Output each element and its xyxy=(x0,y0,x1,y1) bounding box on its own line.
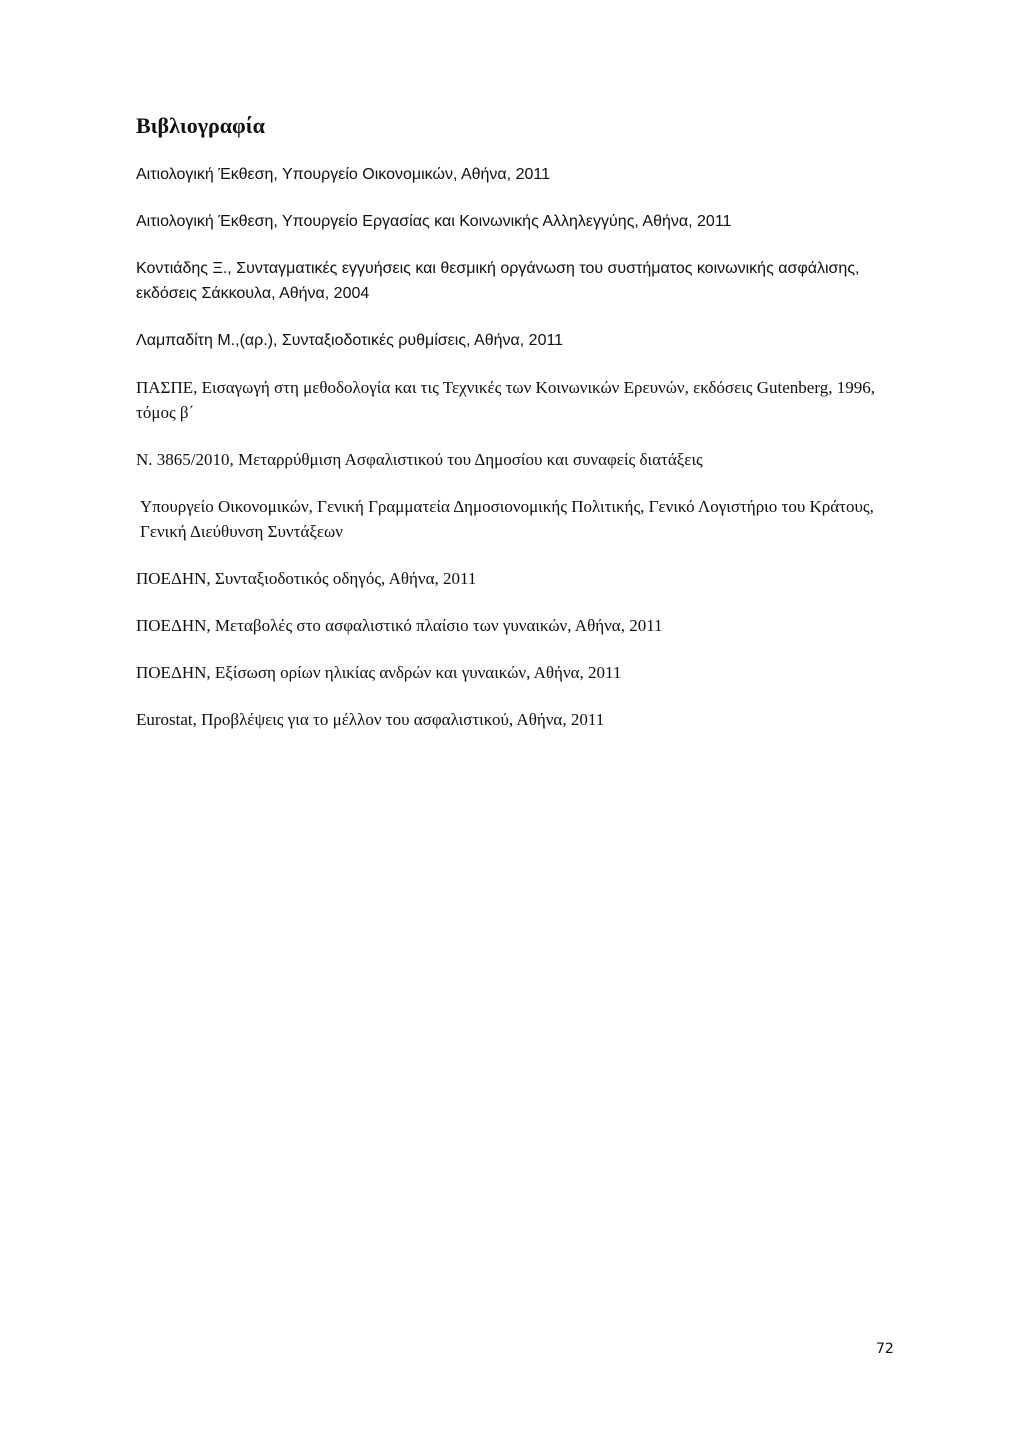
reference-item: Αιτιολογική Έκθεση, Υπουργείο Οικονομικών, Αθήνα, 2011 xyxy=(136,166,550,183)
section-heading: Βιβλιογραφία xyxy=(136,113,265,138)
reference-item: Αιτιολογική Έκθεση, Υπουργείο Εργασίας και Κοινωνικής Αλληλεγγύης, Αθήνα, 2011 xyxy=(136,213,732,230)
reference-item: ΠΟΕΔΗΝ, Μεταβολές στο ασφαλιστικό πλαίσιο των γυναικών, Αθήνα, 2011 xyxy=(136,616,663,635)
reference-item: Υπουργείο Οικονομικών, Γενική Γραμματεία Δημοσιονομικής Πολιτικής, Γενικό Λογιστήριο του Κράτους, Γενική Διεύθυνση Συντάξεων xyxy=(140,497,874,541)
bibliography-section xyxy=(136,112,896,754)
page-number: 72 xyxy=(876,1341,894,1357)
reference-item: ΠΟΕΔΗΝ, Εξίσωση ορίων ηλικίας ανδρών και γυναικών, Αθήνα, 2011 xyxy=(136,663,622,682)
reference-item: Eurostat, Προβλέψεις για το μέλλον του ασφαλιστικού, Αθήνα, 2011 xyxy=(136,710,605,729)
reference-item: Λαμπαδίτη Μ.,(αρ.), Συνταξιοδοτικές ρυθμίσεις, Αθήνα, 2011 xyxy=(136,332,564,349)
reference-item: ΠΑΣΠΕ, Εισαγωγή στη μεθοδολογία και τις Τεχνικές των Κοινωνικών Ερευνών, εκδόσεις Gutenberg, 1996, τόμος β΄ xyxy=(136,378,875,422)
reference-item: Κοντιάδης Ξ., Συνταγματικές εγγυήσεις και θεσμική οργάνωση του συστήματος κοινωνικής ασφάλισης, εκδόσεις Σάκκουλα, Αθήνα, 2004 xyxy=(136,260,860,302)
reference-item: Ν. 3865/2010, Μεταρρύθμιση Ασφαλιστικού του Δημοσίου και συναφείς διατάξεις xyxy=(136,450,703,469)
reference-item: ΠΟΕΔΗΝ, Συνταξιοδοτικός οδηγός, Αθήνα, 2011 xyxy=(136,569,477,588)
